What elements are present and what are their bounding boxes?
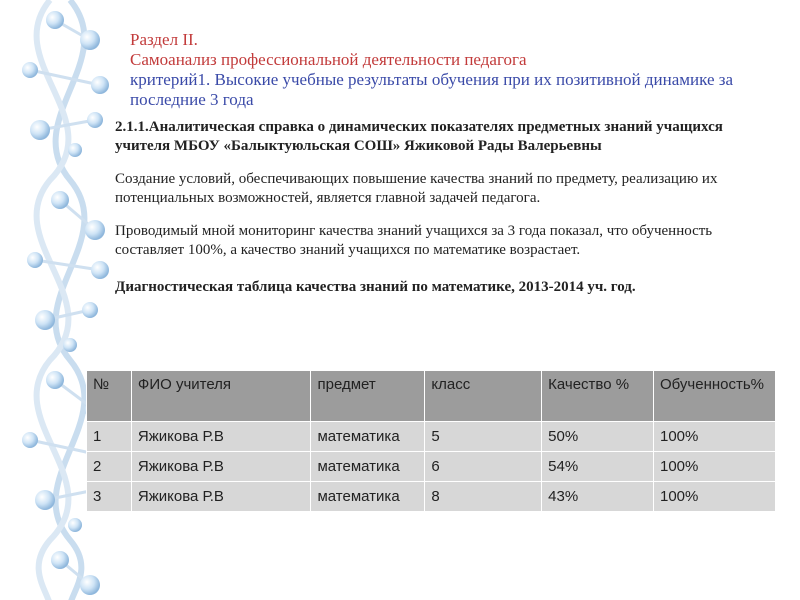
table-row bbox=[87, 422, 776, 452]
cell-number: 3 bbox=[87, 482, 132, 512]
cell-class: 5 bbox=[425, 422, 542, 452]
col-number-header: № bbox=[87, 371, 132, 422]
cell-quality: 54% bbox=[542, 452, 654, 482]
paragraph-conditions: Создание условий, обеспечивающих повышение качества знаний по предмету, реализацию их потенциальных возможностей, является главной задачей педагога. bbox=[115, 171, 718, 206]
dna-strand bbox=[37, 0, 69, 600]
cell-quality: 50% bbox=[542, 422, 654, 452]
col-subject-header: предмет bbox=[311, 371, 425, 422]
diagnostic-table bbox=[86, 370, 776, 512]
cell-subject: математика bbox=[311, 452, 425, 482]
col-class-header: класс bbox=[425, 371, 542, 422]
cell-teacher: Яжикова Р.В bbox=[131, 452, 311, 482]
cell-learning: 100% bbox=[653, 452, 775, 482]
slide-header bbox=[130, 30, 770, 110]
table-row bbox=[87, 452, 776, 482]
cell-teacher: Яжикова Р.В bbox=[131, 422, 311, 452]
cell-class: 8 bbox=[425, 482, 542, 512]
paragraph-monitoring: Проводимый мной мониторинг качества знаний учащихся за 3 года показал, что обученность составляет 100%, а качество знаний учащихся по математике возрастает. bbox=[115, 223, 713, 258]
col-teacher-header: ФИО учителя bbox=[131, 371, 311, 422]
col-learning-header: Обученность% bbox=[653, 371, 775, 422]
cell-quality: 43% bbox=[542, 482, 654, 512]
slide-content bbox=[115, 118, 755, 297]
table-caption: Диагностическая таблица качества знаний по математике, 2013-2014 уч. год. bbox=[115, 279, 636, 295]
cell-learning: 100% bbox=[653, 482, 775, 512]
content-heading: 2.1.1.Аналитическая справка о динамических показателях предметных знаний учащихся учителя МБОУ «Балыктуюльская СОШ» Яжиковой Рады Валерьевны bbox=[115, 119, 723, 154]
cell-number: 1 bbox=[87, 422, 132, 452]
cell-class: 6 bbox=[425, 452, 542, 482]
cell-subject: математика bbox=[311, 422, 425, 452]
cell-subject: математика bbox=[311, 482, 425, 512]
cell-teacher: Яжикова Р.В bbox=[131, 482, 311, 512]
table-header-row bbox=[87, 371, 776, 422]
criterion-text: критерий1. Высокие учебные результаты обучения при их позитивной динамике за последние 3 года bbox=[130, 70, 734, 109]
col-quality-header: Качество % bbox=[542, 371, 654, 422]
section-label: Раздел II. bbox=[130, 30, 198, 49]
cell-number: 2 bbox=[87, 452, 132, 482]
section-title: Самоанализ профессиональной деятельности педагога bbox=[130, 50, 527, 69]
cell-learning: 100% bbox=[653, 422, 775, 452]
table-row bbox=[87, 482, 776, 512]
